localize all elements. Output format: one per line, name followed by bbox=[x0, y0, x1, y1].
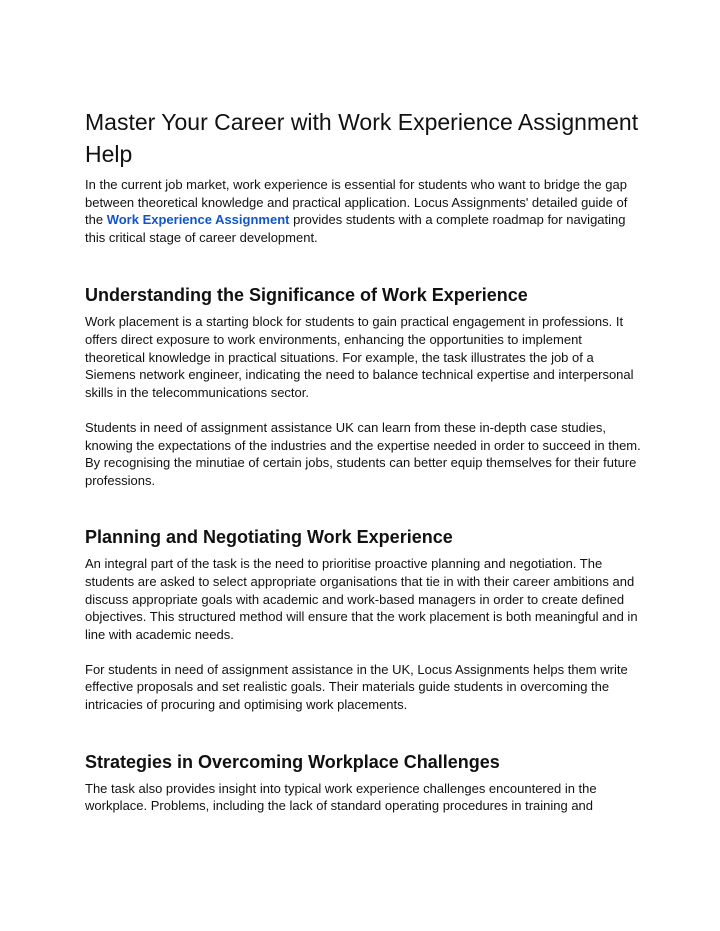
intro-text-after-link: provides students with a complete roadmap for navigating this critical stage of career development. bbox=[85, 212, 626, 245]
section-heading-planning: Planning and Negotiating Work Experience bbox=[85, 527, 453, 548]
section-heading-strategies: Strategies in Overcoming Workplace Challenges bbox=[85, 751, 500, 772]
section-paragraph: The task also provides insight into typical work experience challenges encountered in the workplace. Problems, including the lack of standard operating procedures in training and bbox=[85, 780, 597, 814]
section-paragraph: For students in need of assignment assistance in the UK, Locus Assignments helps them write effective proposals and set realistic goals. Their materials guide students in overcoming the intricacies of procuring and optimising work placements. bbox=[85, 661, 628, 713]
section-heading-significance: Understanding the Significance of Work Experience bbox=[85, 285, 528, 306]
section-paragraph: Work placement is a starting block for students to gain practical engagement in professions. It offers direct exposure to work environments, enhancing the opportunities to implement theoretical knowledge in practical situations. For example, the task illustrates the job of a Siemens network engineer, indicating the need to balance technical expertise and interpersonal skills in the telecommunications sector. bbox=[85, 314, 634, 400]
document-title: Master Your Career with Work Experience Assignment Help bbox=[85, 109, 639, 167]
section-paragraph: An integral part of the task is the need to prioritise proactive planning and negotiation. The students are asked to select appropriate organisations that tie in with their career ambitions and discuss appropriate goals with academic and work-based managers in order to create defined objectives. This structured method will ensure that the work placement is both meaningful and in line with academic needs. bbox=[85, 556, 638, 642]
document-page bbox=[85, 106, 645, 815]
section-paragraph: Students in need of assignment assistance UK can learn from these in-depth case studies, knowing the expectations of the industries and the expertise needed in order to succeed in them. By recognising the minutiae of certain jobs, students can better equip themselves for their future professions. bbox=[85, 419, 641, 488]
work-experience-assignment-link[interactable]: Work Experience Assignment bbox=[106, 212, 290, 228]
intro-paragraph bbox=[85, 176, 645, 246]
intro-text-before-link: In the current job market, work experience is essential for students who want to bridge the gap between theoretical knowledge and practical application. Locus Assignments' detailed guide of the bbox=[85, 177, 628, 228]
